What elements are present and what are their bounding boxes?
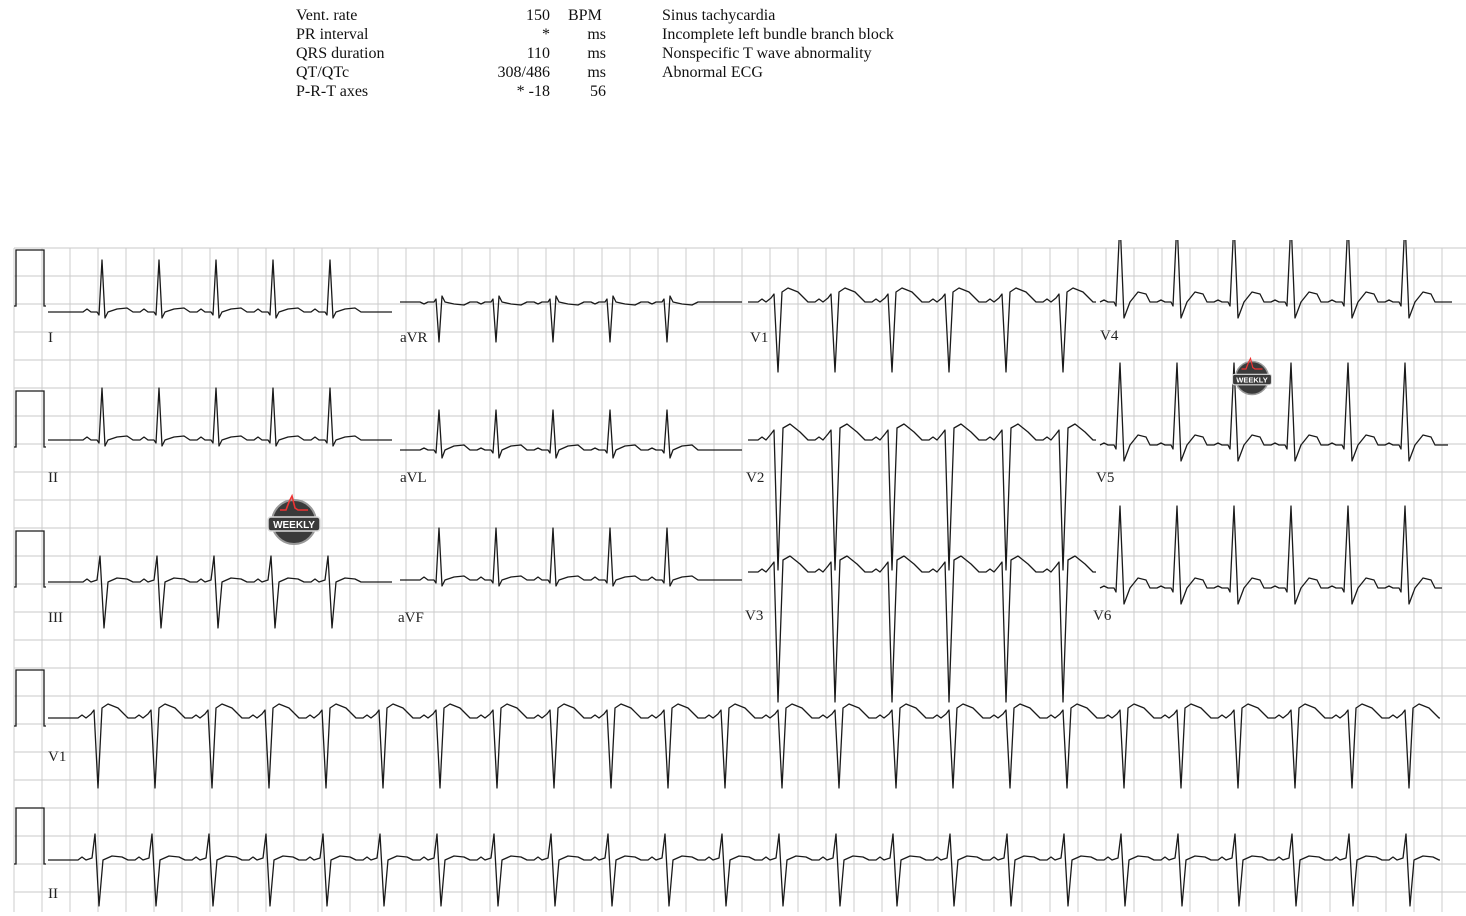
lead-label-row1-1: I	[48, 330, 53, 346]
ecg-traces	[14, 240, 1452, 906]
interpretation-line: Incomplete left bundle branch block	[662, 26, 894, 43]
watermark-logo	[268, 496, 320, 544]
interpretation-line: Abnormal ECG	[662, 64, 763, 81]
measurement-value: *	[542, 26, 550, 43]
measurement-value: 308/486	[497, 64, 550, 81]
interpretation-line: Nonspecific T wave abnormality	[662, 45, 872, 62]
measurement-label: QRS duration	[296, 45, 385, 62]
lead-label-row3-2: aVF	[398, 610, 424, 626]
measurement-unit: ms	[587, 45, 606, 62]
calibration-pulse	[14, 391, 46, 447]
trace-rhythm-V1	[48, 704, 1440, 788]
lead-label-row2-4: V5	[1096, 470, 1115, 486]
trace-aVF	[400, 528, 742, 586]
lead-labels	[48, 328, 1119, 902]
trace-III	[48, 556, 392, 628]
measurement-value: 110	[526, 45, 550, 62]
lead-label-row1-2: aVR	[400, 330, 428, 346]
lead-label-row3-1: III	[48, 610, 63, 626]
calibration-pulse	[14, 531, 46, 587]
calibration-pulse	[14, 250, 46, 306]
measurement-value: * -18	[516, 83, 550, 100]
lead-label-row2-2: aVL	[400, 470, 427, 486]
measurement-unit: BPM	[568, 7, 602, 24]
ecg-tracing	[0, 240, 1466, 916]
lead-label-row1-3: V1	[750, 330, 769, 346]
ecg-header	[0, 0, 1466, 110]
watermark-logo	[1233, 359, 1272, 395]
trace-II	[48, 388, 392, 446]
measurement-unit: ms	[587, 26, 606, 43]
lead-label-rhythm-2: II	[48, 886, 58, 902]
lead-label-row3-4: V6	[1093, 608, 1112, 624]
lead-label-row1-4: V4	[1100, 328, 1119, 344]
lead-label-row2-1: II	[48, 470, 58, 486]
trace-aVR	[400, 296, 742, 342]
trace-I	[48, 260, 392, 318]
lead-label-rhythm-1: V1	[48, 749, 67, 765]
measurement-unit: 56	[590, 83, 606, 100]
trace-rhythm-II	[48, 834, 1440, 906]
watermark-text: WEEKLY	[1236, 375, 1268, 385]
trace-V2	[748, 424, 1096, 570]
trace-aVL	[400, 410, 742, 458]
measurement-label: Vent. rate	[296, 7, 358, 24]
watermark-text: WEEKLY	[273, 520, 315, 531]
trace-V4	[1100, 240, 1452, 318]
trace-V3	[748, 556, 1096, 702]
trace-V6	[1100, 506, 1442, 604]
measurement-label: QT/QTc	[296, 64, 350, 81]
measurement-label: PR interval	[296, 26, 369, 43]
measurement-value: 150	[526, 7, 550, 24]
calibration-pulse	[14, 670, 46, 726]
interpretation-line: Sinus tachycardia	[662, 7, 776, 24]
measurement-label: P-R-T axes	[296, 83, 369, 100]
lead-label-row3-3: V3	[745, 608, 764, 624]
measurement-unit: ms	[587, 64, 606, 81]
trace-V1	[748, 288, 1096, 372]
lead-label-row2-3: V2	[746, 470, 765, 486]
